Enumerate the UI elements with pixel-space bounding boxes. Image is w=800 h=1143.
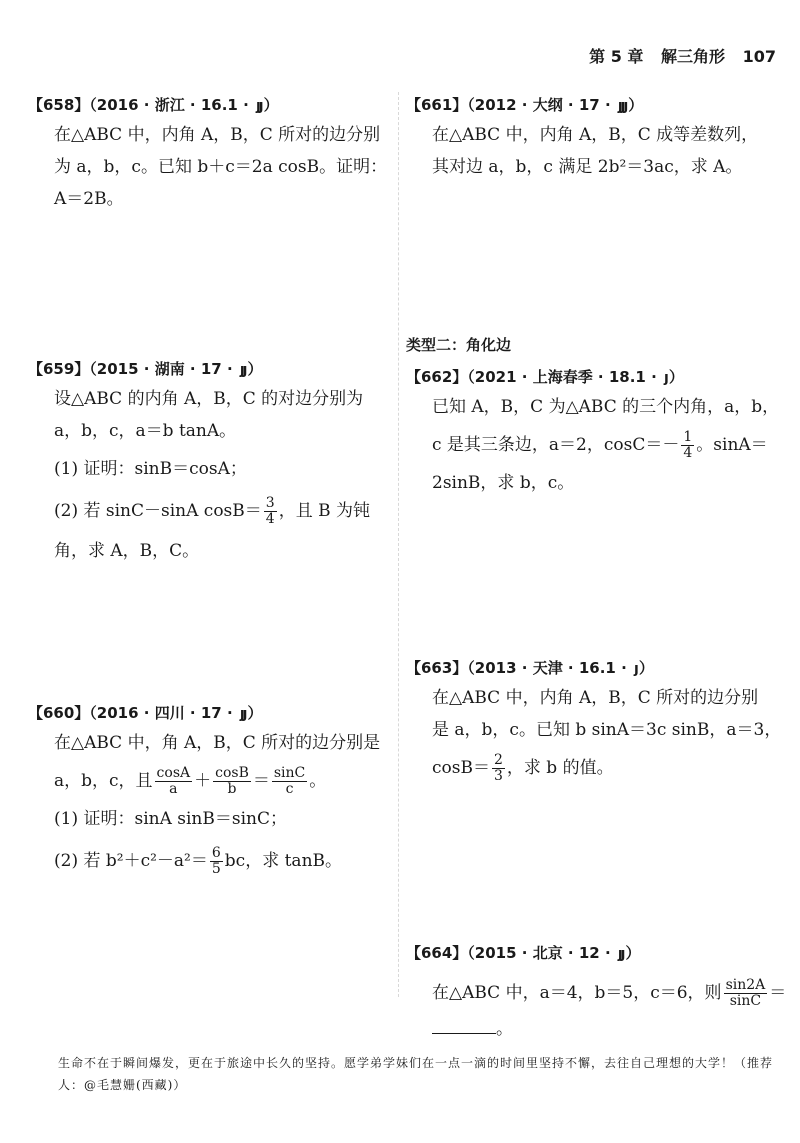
- problem-text: 在△ABC 中，角 A，B，C 所对的边分别是: [54, 733, 381, 753]
- fraction: $\frac{\sin C}{c}$: [273, 765, 306, 797]
- problem-text: 已知 A，B，C 为△ABC 的三个内角，a，b，: [432, 397, 780, 417]
- problem-title: 【661】（2012 · 大纲 · 17 · ȷȷȷ ）: [406, 92, 776, 119]
- problem-text: 其对边 a，b，c 满足 2b²＝3ac，求 A。: [432, 157, 743, 177]
- footer-quote: 生命不在于瞬间爆发，更在于旅途中长久的坚持。愿学弟学妹们在一点一滴的时间里坚持不懈，去往自己理想的大学！（推荐人：@毛慧姗(西藏)）: [58, 1056, 774, 1092]
- fraction: $\frac{6}{5}$: [211, 845, 221, 877]
- fraction: $\frac{1}{4}$: [683, 429, 693, 461]
- problem-660: [28, 700, 388, 877]
- answer-blank-line: 。: [406, 1013, 776, 1045]
- problem-text: (1) 证明：sinB＝cosA；: [54, 459, 247, 479]
- problem-part-2: (2) 若 sinC－sinA cosB＝ $\frac{3}{4}$ ，且 B 为钝: [54, 495, 371, 527]
- problem-title: 【660】（2016 · 四川 · 17 · ȷȷ ）: [28, 700, 388, 727]
- chapter-title: 解三角形: [661, 47, 726, 66]
- problem-title: 【663】（2013 · 天津 · 16.1 · ȷ ）: [406, 655, 776, 682]
- fraction: $\frac{\sin 2A}{\sin C}$: [725, 977, 766, 1009]
- column-divider: [398, 92, 399, 997]
- problem-text: 是 a，b，c。已知 b sinA＝3c sinB，a＝3，: [432, 720, 782, 740]
- fraction: $\frac{3}{4}$: [265, 495, 275, 527]
- problem-text: cosB＝ $\frac{2}{3}$ ，求 b 的值。: [432, 752, 614, 784]
- type-heading: 类型二：角化边: [406, 336, 512, 354]
- problem-text: 2sinB，求 b，c。: [432, 473, 575, 493]
- problem-text: 为 a，b，c。已知 b＋c＝2a cosB。证明：: [54, 157, 388, 177]
- answer-blank[interactable]: [432, 1033, 496, 1034]
- problem-text: 在△ABC 中，a＝4，b＝5，c＝6，则 $\frac{\sin 2A}{\sin C}$ ＝: [432, 977, 787, 1009]
- problem-text: 设△ABC 的内角 A，B，C 的对边分别为: [54, 389, 364, 409]
- fraction: $\frac{2}{3}$: [493, 752, 503, 784]
- problem-text: a，b，c，a＝b tanA。: [54, 421, 237, 441]
- fraction: $\frac{\cos B}{b}$: [215, 765, 249, 797]
- problem-title: 【658】（2016 · 浙江 · 16.1 · ȷȷ ）: [28, 92, 388, 119]
- problem-title: 【662】（2021 · 上海春季 · 18.1 · ȷ ）: [406, 364, 776, 391]
- problem-text: 在△ABC 中，内角 A，B，C 所对的边分别: [54, 125, 381, 145]
- problem-659: [28, 356, 388, 567]
- problem-664: [406, 940, 787, 1045]
- problem-661: [406, 92, 776, 183]
- difficulty-icon: ȷȷ: [617, 946, 624, 962]
- difficulty-icon: ȷȷ: [256, 98, 262, 114]
- problem-text: A＝2B。: [54, 189, 124, 209]
- problem-title: 【664】（2015 · 北京 · 12 · ȷȷ ）: [406, 940, 776, 967]
- difficulty-icon: ȷȷ: [239, 362, 246, 378]
- problem-title: 【659】（2015 · 湖南 · 17 · ȷȷ ）: [28, 356, 388, 383]
- page-header: [577, 44, 776, 67]
- difficulty-icon: ȷ: [634, 661, 637, 677]
- difficulty-icon: ȷ: [664, 370, 667, 386]
- problem-text: c 是其三条边，a＝2，cosC＝－ $\frac{1}{4}$ 。sinA＝: [432, 429, 768, 461]
- problem-part-2: (2) 若 b²＋c²－a²＝ $\frac{6}{5}$ bc，求 tanB。: [54, 845, 343, 877]
- problem-equation: a，b，c，且 $\frac{\cos A}{a}$ ＋ $\frac{\cos B}{b}$ ＝ $\frac{\sin C}{c}$ 。: [54, 765, 327, 797]
- fraction: $\frac{\cos A}{a}$: [156, 765, 191, 797]
- difficulty-icon: ȷȷȷ: [617, 98, 627, 114]
- chapter-label: 第 5 章: [589, 47, 644, 66]
- problem-text: 在△ABC 中，内角 A，B，C 成等差数列，: [432, 125, 759, 145]
- difficulty-icon: ȷȷ: [239, 706, 246, 722]
- problem-text: 角，求 A，B，C。: [54, 541, 200, 561]
- problem-658: [28, 92, 388, 215]
- problem-part-1: (1) 证明：sinA sinB＝sinC；: [54, 809, 287, 829]
- problem-663: [406, 655, 782, 784]
- problem-text: 在△ABC 中，内角 A，B，C 所对的边分别: [432, 688, 759, 708]
- problem-662: [406, 364, 780, 499]
- page-number: 107: [742, 47, 776, 66]
